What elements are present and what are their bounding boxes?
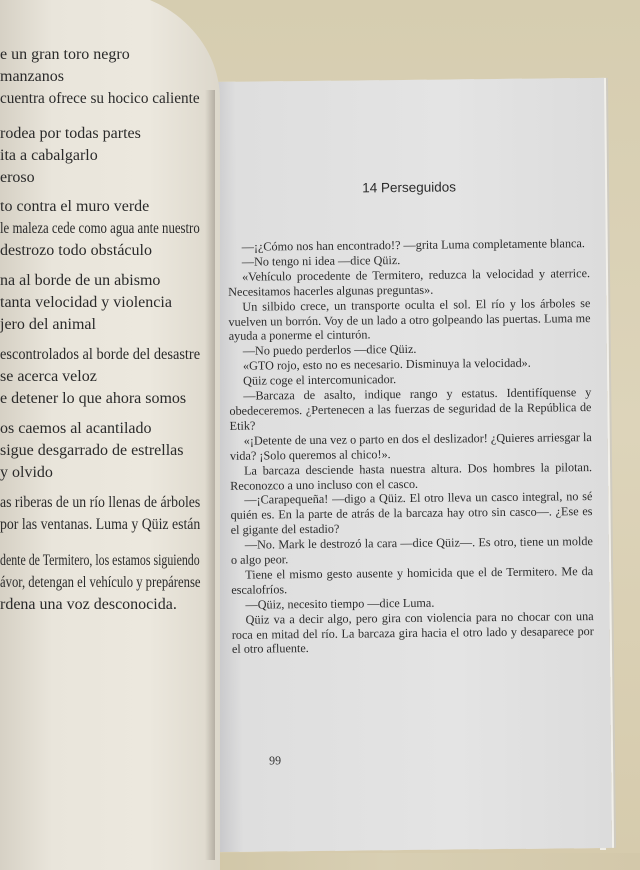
verse-line: os caemos al acantilado	[0, 420, 152, 437]
chapter-body	[228, 236, 594, 657]
paragraph: Qüiz coge el intercomunicador.	[243, 372, 397, 388]
verse-line: tanta velocidad y violencia	[0, 294, 172, 311]
paragraph: —No tengo ni idea —dice Qüiz.	[241, 252, 401, 269]
verse-line: destrozo todo obstáculo	[0, 242, 152, 259]
verse-line: as riberas de un río llenas de árboles	[0, 494, 201, 511]
verse-line: cuentra ofrece su hocico caliente	[0, 90, 200, 107]
verse-line: e un gran toro negro	[0, 46, 130, 63]
verse-line: rdena una voz desconocida.	[0, 596, 177, 613]
gutter-shadow	[205, 90, 215, 860]
page-number: 99	[269, 753, 282, 768]
paragraph: —No puedo perderlos —dice Qüiz.	[242, 342, 417, 359]
paragraph: —No. Mark le destrozó la cara —dice Qüiz—. Es otro, tiene un molde o algo peor.	[230, 534, 593, 567]
verse-line: por las ventanas. Luma y Qüiz están	[0, 516, 201, 533]
paragraph: —Barcaza de asalto, indique rango y estatus. Identifíquense y obedeceremos. ¿Pertenecen a las fuerzas de seguridad de la República de Etik?	[229, 385, 592, 433]
paragraph: —Qüiz, necesito tiempo —dice Luma.	[245, 595, 435, 612]
verse-line: ita a cabalgarlo	[0, 147, 98, 164]
paragraph: Tiene el mismo gesto ausente y homicida que el de Termitero. Me da escalofríos.	[231, 563, 594, 597]
paragraph: La barcaza desciende hasta nuestra altura. Dos hombres la pilotan. Reconozco a uno incluso con el casco.	[230, 459, 593, 493]
verse-line: escontrolados al borde del desastre	[0, 346, 201, 363]
right-page	[212, 78, 612, 852]
verse-line: dente de Termitero, los estamos siguiendo	[0, 552, 200, 569]
paragraph: Un silbido crece, un transporte oculta el sol. El río y los árboles se vuelven un borrón. Voy de un lado a otro golpeando las puertas. Luma me ayuda a ponerme el cinturón.	[228, 295, 591, 344]
verse-line: rodea por todas partes	[0, 125, 141, 142]
verse-line: ávor, detengan el vehículo y prepárense	[0, 574, 201, 591]
paragraph: —¡Carapequeña! —digo a Qüiz. El otro lleva un casco integral, no sé quién es. En la parte de atrás de la barcaza hay otro sin casco—. ¿Ese es el gigante del estadio?	[230, 489, 593, 538]
verse-line: y olvido	[0, 464, 53, 481]
verse-line: to contra el muro verde	[0, 198, 150, 215]
verse-line: se acerca veloz	[0, 368, 97, 385]
paragraph: «GTO rojo, esto no es necesario. Disminuya la velocidad».	[242, 355, 531, 373]
paragraph: Qüiz va a decir algo, pero gira con violencia para no chocar con una roca en mitad del río. La barcaza gira hacia el otro lado y desaparece por el otro afluente.	[231, 608, 594, 657]
verse-line: eroso	[0, 169, 35, 186]
paragraph: «Vehículo procedente de Termitero, reduzca la velocidad y aterrice. Necesitamos hacerles algunas preguntas».	[228, 265, 591, 299]
paragraph: «¡Detente de una vez o parto en dos el deslizador! ¿Quieres arriesgar la vida? ¡Solo queremos al chico!».	[229, 429, 592, 463]
verse-line: le maleza cede como agua ante nuestro	[0, 220, 200, 237]
verse-line: na al borde de un abismo	[0, 272, 161, 289]
verse-line: e detener lo que ahora somos	[0, 390, 187, 407]
chapter-title: 14 Perseguidos	[362, 179, 457, 196]
verse-line: jero del animal	[0, 316, 96, 333]
verse-line: manzanos	[0, 68, 64, 85]
paragraph: —¡¿Cómo nos han encontrado!? —grita Luma completamente blanca.	[241, 236, 585, 254]
verse-line: sigue desgarrado de estrellas	[0, 442, 184, 459]
